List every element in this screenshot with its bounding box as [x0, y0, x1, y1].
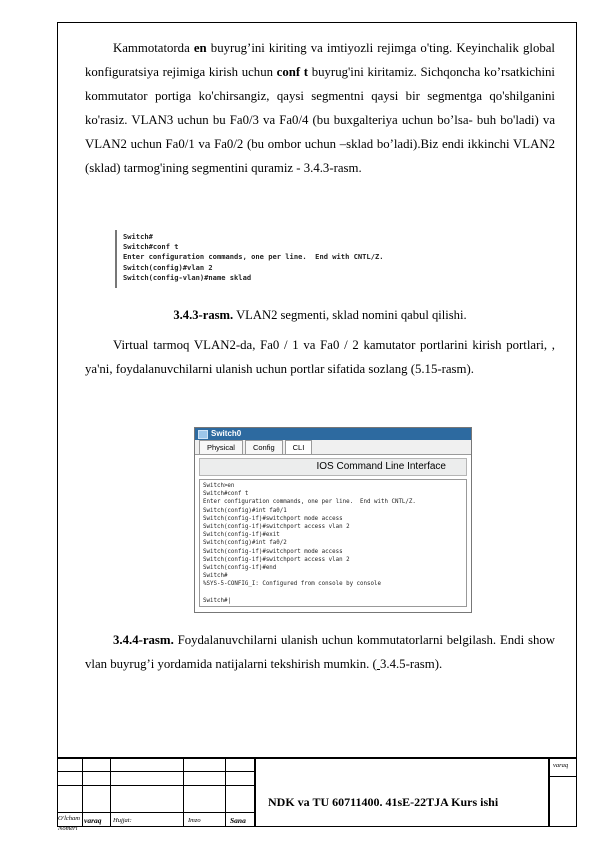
document-code-title: NDK va TU 60711400. 41sE-22TJA Kurs ishi — [268, 795, 499, 809]
paragraph-3: 3.4.4-rasm. Foydalanuvchilarni ulanish uchun kommutatorlarni belgilash. Endi show vlan buyrug’i yordamida natijalarni tekshirish mumkin. ( 3.4.5-rasm). — [85, 633, 555, 671]
window-titlebar: Switch0 — [195, 428, 471, 440]
code-lines: Switch# Switch#conf t Enter configuration commands, one per line. End with CNTL/Z. Switch(config)#vlan 2 Switch(config-vlan)#name sklad — [123, 232, 384, 282]
figure-caption-343: 3.4.3-rasm. VLAN2 segmenti, sklad nomini qabul qilishi. — [173, 308, 467, 322]
tab-config[interactable]: Config — [245, 440, 283, 454]
tab-physical[interactable]: Physical — [199, 440, 243, 454]
paragraph-1: Kammotatorda en buyrug’ini kiriting va imtiyozli rejimga o'ting. Keyinchalik global konfiguratsiya rejimiga kirish uchun conf t buyrug'ini kiritamiz. Sichqoncha ko’rsatkichini kommutator portiga ko'chirsangiz, qaysi segmentni qaysi bir segmentga qo'shilganini ko'rasiz. VLAN3 uchun bu Fa0/3 va Fa0/4 (bu buxgalteriya uchun bo’lsa- buh bo'ladi) va VLAN2 uchun Fa0/1 va Fa0/2 (bu ombor uchun –sklad bo’ladi).Biz endi ikkinchi VLAN2 (sklad) tarmog'ining segmentini quramiz - 3.4.3-rasm. — [85, 41, 555, 175]
figure-label-344: 3.4.4-rasm. — [113, 633, 174, 647]
stamp-label-hujjat: Hujjat: — [113, 817, 132, 824]
stamp-label-imzo: Imzo — [188, 817, 201, 824]
paragraph-2-block — [85, 333, 555, 381]
caption-block — [85, 302, 555, 327]
stamp-label-varaq-right: varaq — [553, 762, 569, 769]
vlan2-code-screenshot — [115, 230, 452, 288]
document-body — [85, 36, 555, 180]
stamp-label-olcham: O'lcham — [58, 815, 80, 822]
paragraph-2: Virtual tarmoq VLAN2-da, Fa0 / 1 va Fa0 / 2 kamutator portlarini kirish portlari, , ya'ni, foydalanuvchilarni ulanish uchun portlar sifatida sozlang (5.15-rasm). — [85, 338, 555, 376]
window-tabs — [195, 440, 471, 455]
en-command: en — [193, 41, 207, 55]
cli-console[interactable] — [199, 479, 467, 607]
paragraph-3-block — [85, 628, 555, 676]
switch-cli-window — [194, 427, 472, 613]
tab-cli[interactable]: CLI — [285, 440, 313, 454]
console-output: Switch>en Switch#conf t Enter configuration commands, one per line. End with CNTL/Z. Switch(config)#int fa0/1 Switch(config-if)#switchport mode access Switch(config-if)#switchport access vlan 2 Switch(config-if)#exit Switch(config)#int fa0/2 Switch(config-if)#switchport mode access Switch(config-if)#switchport access vlan 2 Switch(config-if)#end Switch# %SYS-5-CONFIG_I: Configured from console by console Switch#| — [203, 483, 416, 604]
switch-app-icon — [198, 430, 208, 439]
conf-t-command: conf t — [276, 65, 309, 79]
stamp-label-varaq: varaq — [84, 816, 102, 825]
stamp-label-sana: Sana — [230, 816, 246, 825]
cli-header: IOS Command Line Interface — [199, 458, 467, 476]
stamp-label-nomeri: Nomeri — [58, 825, 78, 832]
